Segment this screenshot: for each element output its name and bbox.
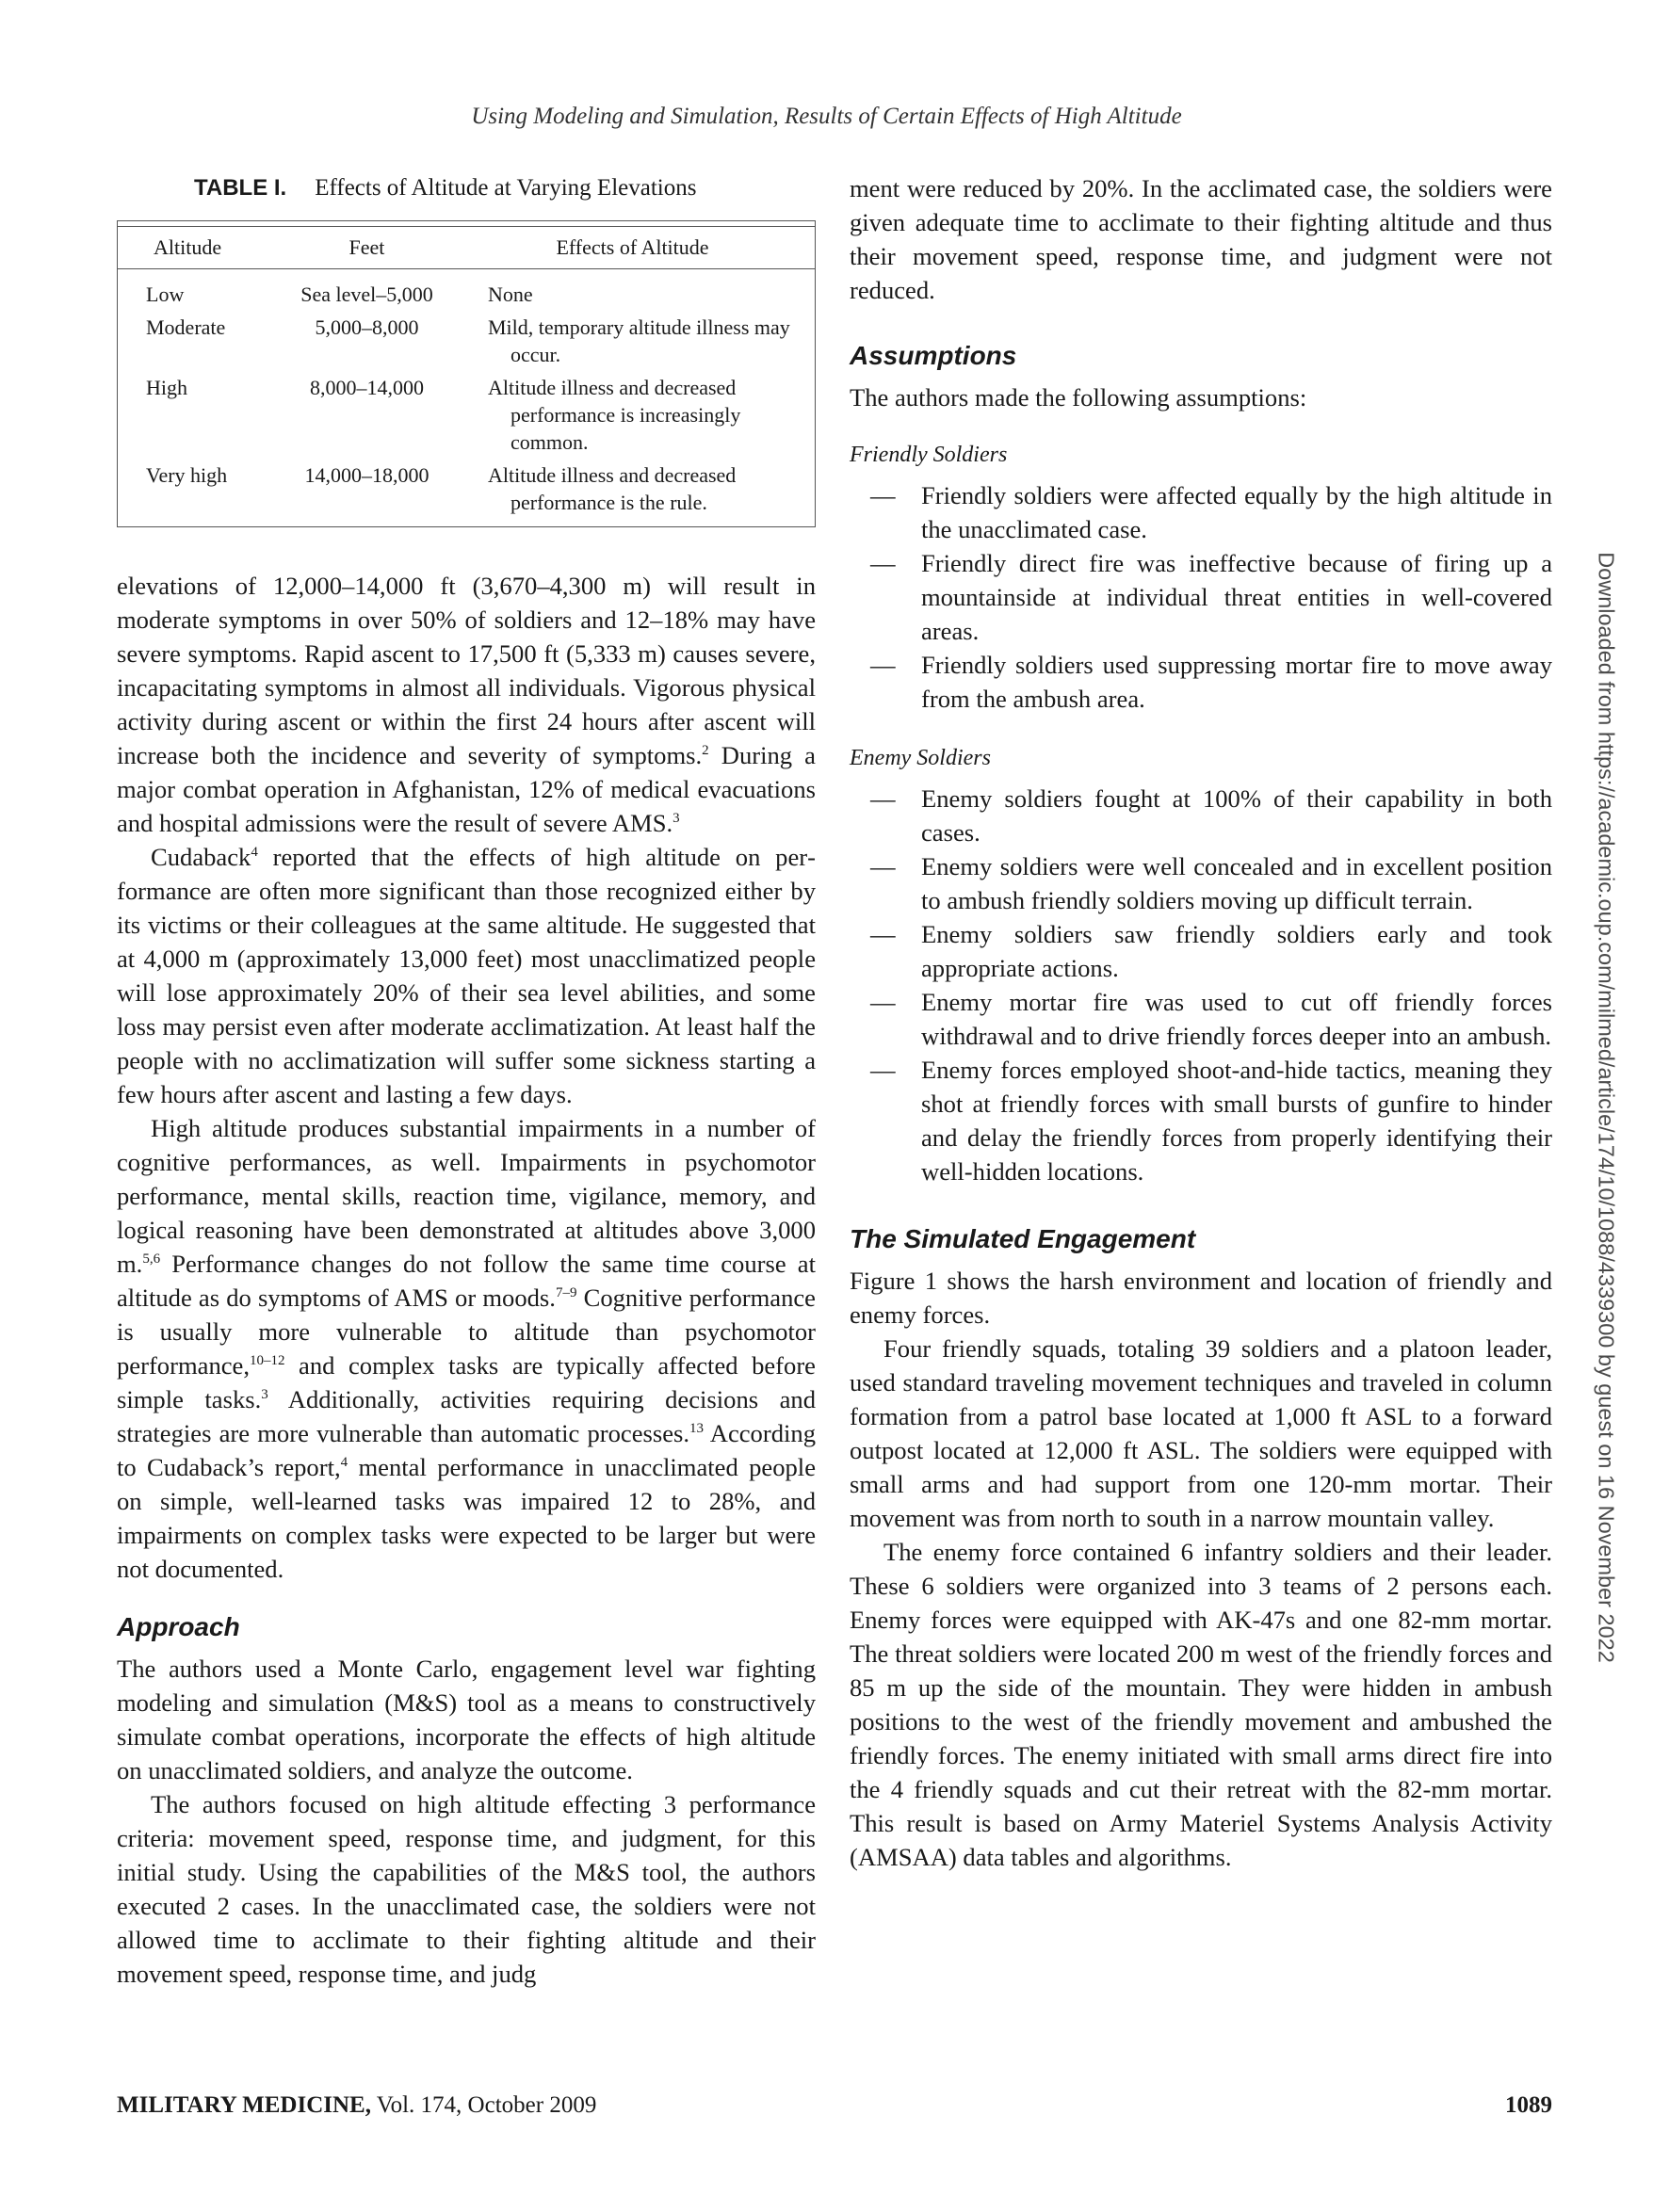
table-row xyxy=(118,371,815,459)
citation: 7–9 xyxy=(555,1285,577,1300)
dash-bullet: — xyxy=(870,549,896,577)
cell-effects xyxy=(450,459,815,519)
cell-feet: 8,000–14,000 xyxy=(310,376,424,399)
text-run: and complex tasks are typically affected before simple tasks. xyxy=(117,1351,816,1413)
section-heading-approach: Approach xyxy=(117,1612,240,1641)
running-head: Using Modeling and Simulation, Results of Certain Effects of High Altitude xyxy=(471,104,1182,129)
page-footer xyxy=(117,2092,1552,2119)
right-column xyxy=(850,171,1552,1874)
dash-bullet: — xyxy=(870,651,896,679)
table-row xyxy=(118,311,815,371)
body-paragraph: The authors focused on high altitude effecting 3 performance criteria: movement speed, response time, and judgment, for this initial study. Using the capabilities of the M&S tool, the authors executed 2 cases. In the unacclimated case, the soldiers were not allowed time to acclimate to their fighting altitude and their movement speed, response time, and judg xyxy=(117,1790,816,1988)
citation: 10–12 xyxy=(250,1353,285,1368)
altitude-table xyxy=(117,220,816,527)
list-item-text: Enemy soldiers were well concealed and in excellent position to ambush friendly soldiers moving up difficult terrain. xyxy=(921,852,1552,914)
text-run: elevations of 12,000–14,000 ft (3,670–4,300 m) will result in moderate symptoms in over 50% of soldiers and 12–18% may have severe symptoms. Rapid ascent to 17,500 ft (5,333 m) causes severe, incapacitating symptoms in almost all individuals. Vigorous physical activity during ascent or within the first 24 hours after ascent will increase both the incidence and severity of symptoms. xyxy=(117,572,816,769)
cell-altitude: Very high xyxy=(146,463,228,487)
list-item xyxy=(850,1053,1552,1188)
list-item xyxy=(850,917,1552,985)
text-run: According to Cudaback’s report, xyxy=(117,1419,816,1481)
text-run: Cognitive performance is usually more vulnerable to altitude than psychomotor performance, xyxy=(117,1284,816,1380)
list-item-text: Friendly soldiers were affected equally by the high altitude in the unacclimated case. xyxy=(921,481,1552,543)
list-item-text: Friendly direct fire was ineffective because of firing up a mountainside at individual threat entities in well-covered areas. xyxy=(921,549,1552,645)
list-item-text: Enemy mortar fire was used to cut off friendly forces withdrawal and to drive friendly forces deeper into an ambush. xyxy=(921,988,1552,1050)
journal-name: MILITARY MEDICINE, xyxy=(117,2092,371,2118)
subheading-friendly-soldiers: Friendly Soldiers xyxy=(850,443,1008,467)
download-watermark: Downloaded from https://academic.oup.com/milmed/article/174/10/1088/4339300 by guest on 16 November 2022 xyxy=(1594,552,1619,1663)
left-body xyxy=(117,569,816,1991)
citation: 3 xyxy=(261,1387,268,1402)
body-paragraph: ment were reduced by 20%. In the acclimated case, the soldiers were given adequate time to acclimate to their fighting altitude and thus their movement speed, response time, and judgment were not reduced. xyxy=(850,174,1552,304)
list-item-text: Friendly soldiers used suppressing mortar fire to move away from the ambush area. xyxy=(921,651,1552,713)
body-paragraph: The enemy force contained 6 infantry soldiers and their leader. These 6 soldiers were organized into 3 teams of 2 persons each. Enemy forces were equipped with AK-47s and one 82-mm mortar. The threat soldiers were located 200 m west of the friendly forces and 85 m up the side of the mountain. They were hidden in ambush positions to the west of the friendly movement and ambushed the friendly forces. The enemy initiated with small arms direct fire into the 4 friendly squads and cut their retreat with the 82-mm mortar. This result is based on Army Materiel Systems Analysis Activity (AMSAA) data tables and algorithms. xyxy=(850,1538,1552,1871)
table-header-row xyxy=(118,227,815,269)
list-item xyxy=(850,782,1552,849)
body-paragraph: Figure 1 shows the harsh environment and location of friendly and enemy forces. xyxy=(850,1267,1552,1329)
cell-effects-text: Mild, temporary altitude illness may occur. xyxy=(488,315,790,366)
cell-feet: 14,000–18,000 xyxy=(304,463,429,487)
list-item xyxy=(850,648,1552,716)
body-paragraph xyxy=(117,840,816,1111)
text-run: Additionally, activities requiring decisions and strategies are more vulnerable than automatic processes. xyxy=(117,1385,816,1447)
cell-effects-text: Altitude illness and decreased performance is increasingly common. xyxy=(488,376,741,454)
citation: 2 xyxy=(702,743,709,758)
text-run: reported that the effects of high altitude on performance are often more significant than those recognized either by its victims or their colleagues at the same altitude. He suggested that at 4,000 m (approximately 13,000 feet) most unacclimatized people will lose approximately 20% of their sea level abilities, and some loss may persist even after moderate acclimatization. At least half the people with no acclimatization will suffer some sickness starting a few hours after ascent and lasting a few days. xyxy=(117,843,816,1108)
cell-effects xyxy=(450,311,815,371)
dash-bullet: — xyxy=(870,1056,896,1084)
text-run: During a major combat operation in Afghanistan, 12% of medical evacuations and hospital admissions were the result of severe AMS. xyxy=(117,741,816,837)
body-paragraph: The authors made the following assumptions: xyxy=(850,383,1307,412)
section-heading-simulated-engagement: The Simulated Engagement xyxy=(850,1224,1196,1253)
text-run: Cudaback xyxy=(151,843,251,871)
citation: 4 xyxy=(251,845,258,860)
text-run: mental performance in unacclimated people on simple, well-learned tasks was impaired 12 to 28%, and impairments on complex tasks were expected to be larger but were not documented. xyxy=(117,1453,816,1583)
cell-feet: 5,000–8,000 xyxy=(315,315,419,339)
list-item-text: Enemy soldiers saw friendly soldiers early and took appropriate actions. xyxy=(921,920,1552,982)
citation: 3 xyxy=(673,811,680,826)
cell-effects-text: Altitude illness and decreased performance is the rule. xyxy=(488,463,737,514)
page-number: 1089 xyxy=(1505,2092,1552,2118)
text-run: High altitude produces substantial impairments in a number of cognitive performances, as well. Impairments in psychomotor performance, mental skills, reaction time, vigilance, memory, and logical reasoning have been demonstrated at altitudes above 3,000 m. xyxy=(117,1114,816,1278)
dash-bullet: — xyxy=(870,481,896,509)
body-paragraph xyxy=(117,569,816,840)
table-row xyxy=(118,269,815,312)
dash-bullet: — xyxy=(870,852,896,880)
list-item xyxy=(850,849,1552,917)
body-paragraph: Four friendly squads, totaling 39 soldiers and a platoon leader, used standard traveling movement techniques and traveled in column formation from a patrol base located at 1,000 ft ASL to a forward outpost located at 12,000 ft ASL. The soldiers were equipped with small arms and had support from one 120-mm mortar. Their movement was from north to south in a narrow mountain valley. xyxy=(850,1334,1552,1532)
list-item-text: Enemy forces employed shoot-and-hide tactics, meaning they shot at friendly forces with small bursts of gunfire to hinder and delay the friendly forces from properly identifying their well-hidden locations. xyxy=(921,1056,1552,1186)
citation: 5,6 xyxy=(142,1251,161,1267)
list-item xyxy=(850,478,1552,546)
header-feet: Feet xyxy=(284,227,450,269)
cell-effects xyxy=(450,371,815,459)
cell-effects-text: None xyxy=(488,283,533,306)
header-altitude: Altitude xyxy=(118,227,284,269)
enemy-list xyxy=(850,782,1552,1188)
subheading-enemy-soldiers: Enemy Soldiers xyxy=(850,746,991,770)
citation: 13 xyxy=(689,1421,705,1436)
dash-bullet: — xyxy=(870,784,896,813)
section-heading-assumptions: Assumptions xyxy=(850,341,1017,370)
citation: 4 xyxy=(340,1455,348,1470)
table-title: Effects of Altitude at Varying Elevations xyxy=(315,175,697,201)
dash-bullet: — xyxy=(870,920,896,948)
table-caption xyxy=(194,175,816,202)
journal-issue: Vol. 174, October 2009 xyxy=(370,2092,597,2118)
table-label: TABLE I. xyxy=(194,175,287,201)
cell-altitude: High xyxy=(146,376,187,399)
text-run: Performance changes do not follow the same time course at altitude as do symptoms of AMS or moods. xyxy=(117,1250,816,1312)
list-item-text: Enemy soldiers fought at 100% of their capability in both cases. xyxy=(921,784,1552,847)
dash-bullet: — xyxy=(870,988,896,1016)
cell-altitude: Low xyxy=(146,283,185,306)
cell-feet: Sea level–5,000 xyxy=(300,283,433,306)
friendly-list xyxy=(850,478,1552,716)
cell-altitude: Moderate xyxy=(146,315,226,339)
list-item xyxy=(850,546,1552,648)
header-effects: Effects of Altitude xyxy=(450,227,815,269)
cell-effects xyxy=(450,269,815,312)
body-paragraph xyxy=(117,1111,816,1586)
list-item xyxy=(850,985,1552,1053)
body-paragraph: The authors used a Monte Carlo, engagement level war fighting modeling and simulation (M&S) tool as a means to constructively simulate combat operations, incorporate the effects of high altitude on unacclimated soldiers, and analyze the outcome. xyxy=(117,1655,816,1784)
table-row xyxy=(118,459,815,519)
left-column xyxy=(117,171,816,1991)
